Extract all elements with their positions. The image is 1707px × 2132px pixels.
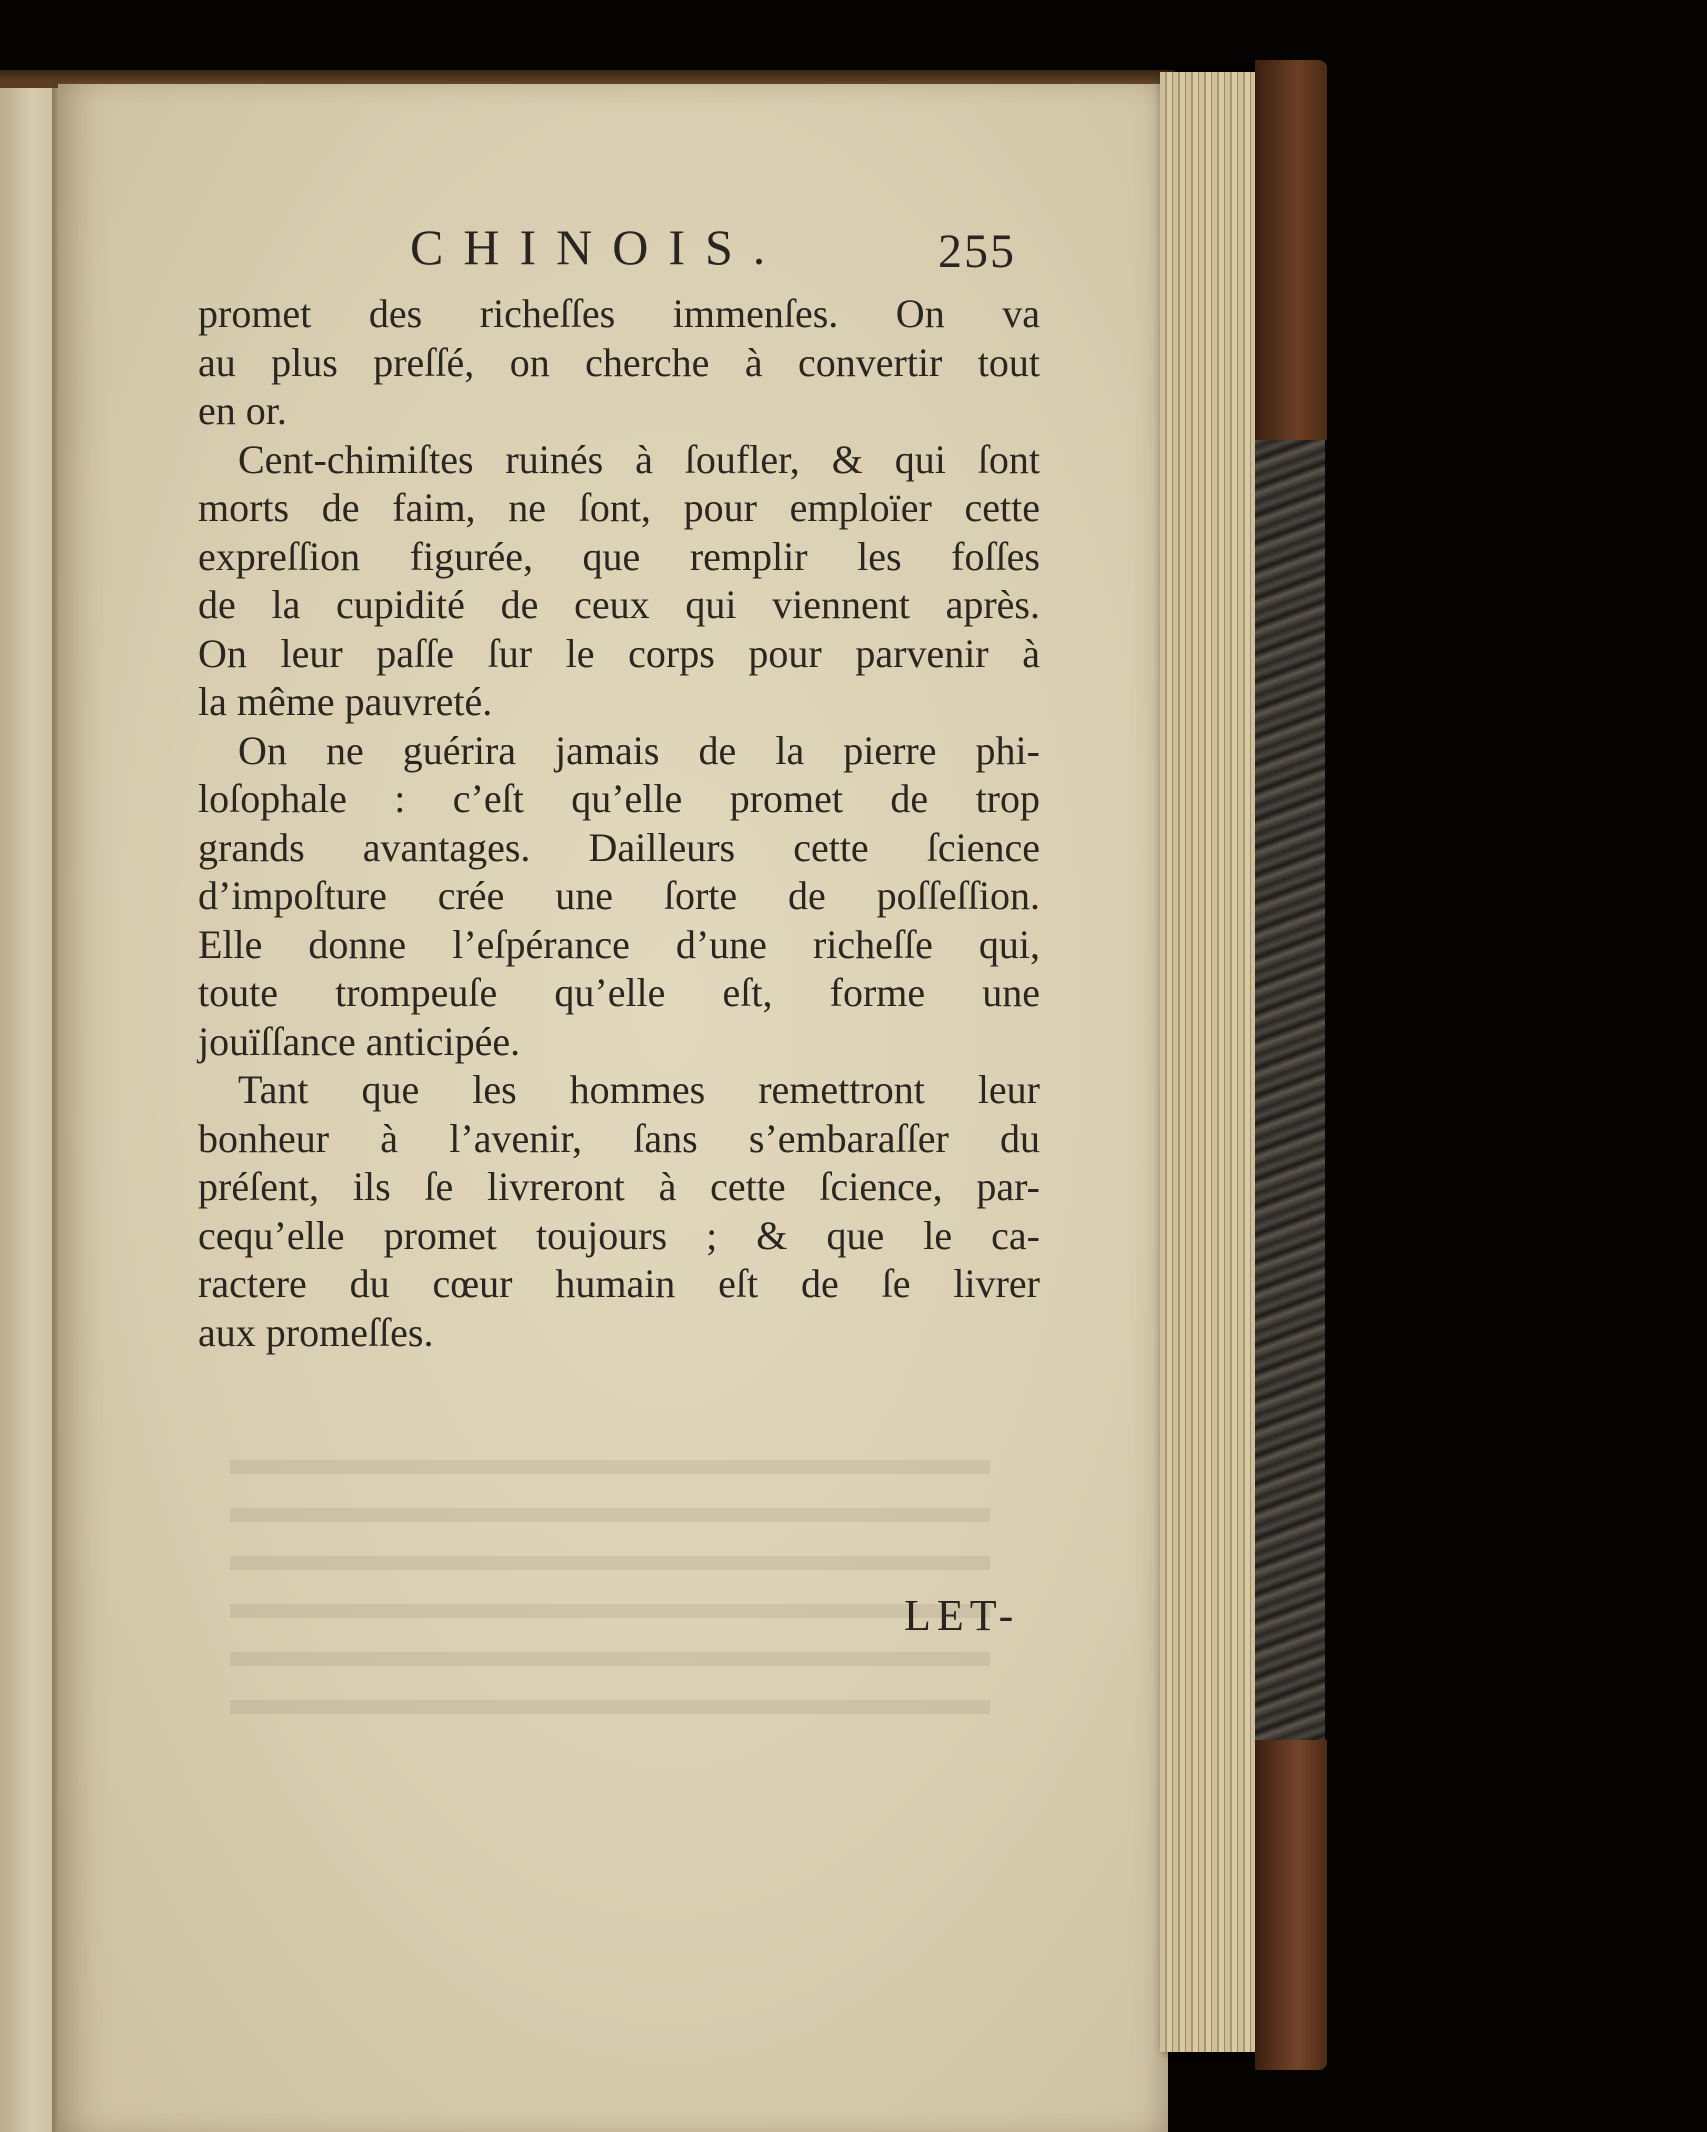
verso-show-through — [230, 1440, 990, 1740]
text-line: la même pauvreté. — [198, 679, 493, 724]
leather-corner-bottom — [1255, 1740, 1327, 2070]
text-line: On leur paſſe ſur le corps pour parvenir à — [198, 630, 1040, 676]
text-line: en or. — [198, 388, 287, 433]
text-line: préſent, ils ſe livreront à cette ſcience, par- — [198, 1164, 1040, 1209]
catchword: LET- — [904, 1591, 1020, 1640]
text-line: Cent-chimiſtes ruinés à ſoufler, & qui ſont — [238, 436, 1040, 482]
text-line: toute trompeuſe qu’elle eſt, forme une — [198, 970, 1040, 1015]
text-line: expreſſion figurée, que remplir les foſſes — [198, 533, 1040, 579]
page-number: 255 — [938, 225, 1016, 278]
text-line: loſophale : c’eſt qu’elle promet de trop — [198, 776, 1040, 821]
previous-page-edge — [0, 80, 58, 2132]
text-line: ractere du cœur humain eſt de ſe livrer — [198, 1261, 1040, 1306]
leather-corner-top — [1255, 60, 1327, 440]
text-line: bonheur à l’avenir, ſans s’embaraſſer du — [198, 1115, 1040, 1161]
text-line: de la cupidité de ceux qui viennent après. — [198, 582, 1040, 627]
text-line: d’impoſture crée une ſorte de poſſeſſion. — [198, 873, 1040, 918]
text-line: cequ’elle promet toujours ; & que le ca- — [198, 1212, 1040, 1258]
text-line: au plus preſſé, on cherche à convertir tout — [198, 339, 1040, 385]
text-line: jouïſſance anticipée. — [198, 1018, 521, 1064]
text-line: Tant que les hommes remettront leur — [238, 1067, 1040, 1112]
body-text — [198, 290, 1040, 1357]
text-line: promet des richeſſes immenſes. On va — [198, 291, 1040, 336]
text-line: Elle donne l’eſpérance d’une richeſſe qui, — [198, 921, 1040, 967]
running-head: CHINOIS. — [410, 219, 786, 275]
text-line: aux promeſſes. — [198, 1309, 434, 1355]
page-edges — [1160, 72, 1260, 2052]
text-line: morts de faim, ne ſont, pour emploïer cette — [198, 485, 1040, 530]
text-line: On ne guérira jamais de la pierre phi- — [238, 727, 1040, 773]
text-line: grands avantages. Dailleurs cette ſcience — [198, 824, 1040, 870]
